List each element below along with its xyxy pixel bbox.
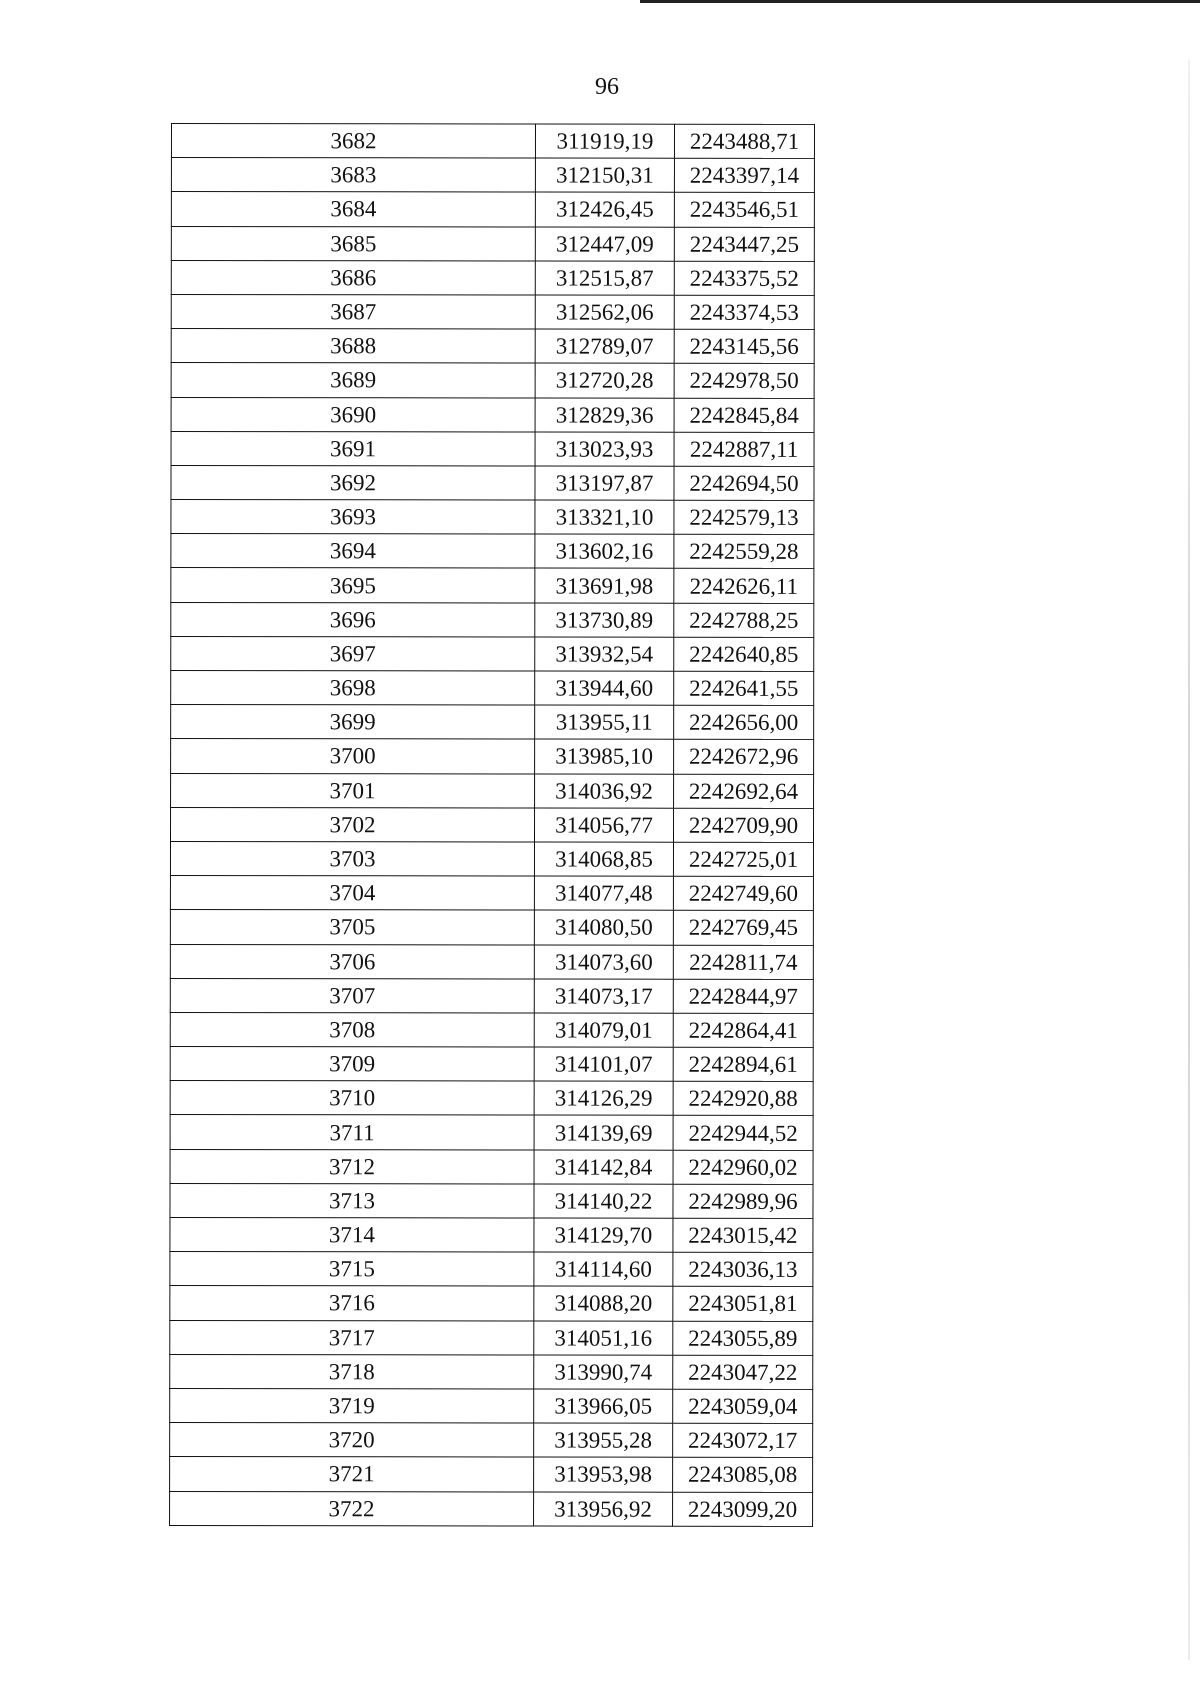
x-coordinate-cell: 313955,11 (535, 705, 674, 739)
table-row (171, 568, 814, 603)
x-coordinate-cell: 314126,29 (534, 1081, 673, 1115)
x-coordinate-cell: 313944,60 (535, 671, 674, 705)
table-row (170, 1457, 813, 1492)
point-number-cell: 3696 (171, 602, 535, 637)
point-number-cell: 3718 (170, 1354, 534, 1389)
point-number-cell: 3697 (171, 636, 535, 671)
y-coordinate-cell: 2243059,04 (673, 1389, 813, 1423)
point-number-cell: 3712 (170, 1149, 534, 1184)
x-coordinate-cell: 313953,98 (534, 1457, 673, 1491)
x-coordinate-cell: 313691,98 (535, 568, 674, 602)
y-coordinate-cell: 2242769,45 (673, 911, 813, 945)
x-coordinate-cell: 314142,84 (534, 1150, 673, 1184)
y-coordinate-cell: 2242626,11 (674, 569, 814, 603)
y-coordinate-cell: 2242672,96 (674, 740, 814, 774)
table-row (170, 1252, 813, 1287)
y-coordinate-cell: 2242845,84 (674, 398, 814, 432)
point-number-cell: 3720 (170, 1423, 534, 1458)
x-coordinate-cell: 313990,74 (534, 1355, 673, 1389)
x-coordinate-cell: 312426,45 (535, 192, 674, 226)
point-number-cell: 3684 (171, 192, 535, 227)
table-row (171, 329, 814, 364)
x-coordinate-cell: 314051,16 (534, 1321, 673, 1355)
point-number-cell: 3693 (171, 500, 535, 535)
x-coordinate-cell: 314080,50 (534, 910, 673, 944)
x-coordinate-cell: 312562,06 (535, 295, 674, 329)
point-number-cell: 3716 (170, 1286, 534, 1321)
table-row (171, 192, 814, 227)
table-row (171, 260, 814, 295)
y-coordinate-cell: 2243072,17 (673, 1423, 813, 1457)
y-coordinate-cell: 2243374,53 (674, 295, 814, 329)
y-coordinate-cell: 2243055,89 (673, 1321, 813, 1355)
y-coordinate-cell: 2243447,25 (674, 227, 814, 261)
x-coordinate-cell: 312150,31 (535, 158, 674, 192)
y-coordinate-cell: 2242640,85 (674, 637, 814, 671)
y-coordinate-cell: 2243145,56 (674, 329, 814, 363)
y-coordinate-cell: 2243085,08 (673, 1458, 813, 1492)
y-coordinate-cell: 2242694,50 (674, 466, 814, 500)
point-number-cell: 3711 (170, 1115, 534, 1150)
point-number-cell: 3688 (171, 329, 535, 364)
y-coordinate-cell: 2243397,14 (674, 158, 814, 192)
table-row (171, 226, 814, 261)
table-row (171, 465, 814, 500)
y-coordinate-cell: 2243051,81 (673, 1287, 813, 1321)
table-row (170, 910, 813, 945)
coordinates-table (169, 123, 815, 1527)
scan-edge-shadow (1188, 60, 1190, 1660)
x-coordinate-cell: 313730,89 (535, 603, 674, 637)
point-number-cell: 3715 (170, 1252, 534, 1287)
point-number-cell: 3707 (170, 978, 534, 1013)
y-coordinate-cell: 2243047,22 (673, 1355, 813, 1389)
point-number-cell: 3689 (171, 363, 535, 398)
point-number-cell: 3710 (170, 1081, 534, 1116)
point-number-cell: 3704 (170, 876, 534, 911)
table-row (170, 1183, 813, 1218)
table-row (171, 602, 814, 637)
x-coordinate-cell: 314088,20 (534, 1286, 673, 1320)
y-coordinate-cell: 2242989,96 (673, 1184, 813, 1218)
point-number-cell: 3705 (170, 910, 534, 945)
y-coordinate-cell: 2243546,51 (674, 193, 814, 227)
point-number-cell: 3690 (171, 397, 535, 432)
y-coordinate-cell: 2242559,28 (674, 534, 814, 568)
table-row (170, 1354, 813, 1389)
x-coordinate-cell: 313956,92 (534, 1492, 673, 1526)
x-coordinate-cell: 312720,28 (535, 363, 674, 397)
y-coordinate-cell: 2242656,00 (674, 705, 814, 739)
table-row (170, 1491, 813, 1526)
table-row (170, 876, 813, 911)
table-row (170, 807, 813, 842)
point-number-cell: 3717 (170, 1320, 534, 1355)
x-coordinate-cell: 314073,17 (534, 979, 673, 1013)
y-coordinate-cell: 2243036,13 (673, 1252, 813, 1286)
y-coordinate-cell: 2243375,52 (674, 261, 814, 295)
x-coordinate-cell: 314073,60 (534, 945, 673, 979)
y-coordinate-cell: 2243015,42 (673, 1218, 813, 1252)
point-number-cell: 3701 (171, 773, 535, 808)
y-coordinate-cell: 2242978,50 (674, 364, 814, 398)
x-coordinate-cell: 314101,07 (534, 1047, 673, 1081)
table-row (171, 636, 814, 671)
table-row (171, 363, 814, 398)
y-coordinate-cell: 2242788,25 (674, 603, 814, 637)
x-coordinate-cell: 313321,10 (535, 500, 674, 534)
x-coordinate-cell: 313197,87 (535, 466, 674, 500)
x-coordinate-cell: 313955,28 (534, 1423, 673, 1457)
table-row (171, 397, 814, 432)
point-number-cell: 3708 (170, 1012, 534, 1047)
y-coordinate-cell: 2242864,41 (673, 1013, 813, 1047)
table-row (170, 1012, 813, 1047)
x-coordinate-cell: 313023,93 (535, 432, 674, 466)
point-number-cell: 3703 (170, 841, 534, 876)
x-coordinate-cell: 314056,77 (534, 808, 673, 842)
coordinates-table-body (170, 124, 815, 1527)
x-coordinate-cell: 313985,10 (535, 739, 674, 773)
point-number-cell: 3685 (171, 226, 535, 261)
table-row (171, 671, 814, 706)
y-coordinate-cell: 2243488,71 (674, 124, 814, 158)
y-coordinate-cell: 2242944,52 (673, 1116, 813, 1150)
point-number-cell: 3695 (171, 568, 535, 603)
table-row (171, 294, 814, 329)
point-number-cell: 3698 (171, 671, 535, 706)
x-coordinate-cell: 314114,60 (534, 1252, 673, 1286)
table-row (171, 431, 814, 466)
point-number-cell: 3709 (170, 1047, 534, 1082)
x-coordinate-cell: 313932,54 (535, 637, 674, 671)
table-row (171, 158, 814, 193)
table-row (171, 773, 814, 808)
point-number-cell: 3682 (171, 124, 535, 159)
y-coordinate-cell: 2242920,88 (673, 1081, 813, 1115)
point-number-cell: 3706 (170, 944, 534, 979)
x-coordinate-cell: 314068,85 (534, 842, 673, 876)
x-coordinate-cell: 314140,22 (534, 1184, 673, 1218)
x-coordinate-cell: 314129,70 (534, 1218, 673, 1252)
y-coordinate-cell: 2242960,02 (673, 1150, 813, 1184)
y-coordinate-cell: 2242844,97 (673, 979, 813, 1013)
point-number-cell: 3721 (170, 1457, 534, 1492)
y-coordinate-cell: 2243099,20 (673, 1492, 813, 1526)
table-row (170, 841, 813, 876)
table-row (170, 978, 813, 1013)
y-coordinate-cell: 2242579,13 (674, 500, 814, 534)
point-number-cell: 3694 (171, 534, 535, 569)
point-number-cell: 3700 (171, 739, 535, 774)
x-coordinate-cell: 312829,36 (535, 398, 674, 432)
table-row (170, 1320, 813, 1355)
x-coordinate-cell: 314036,92 (535, 774, 674, 808)
y-coordinate-cell: 2242725,01 (673, 842, 813, 876)
table-row (170, 944, 813, 979)
y-coordinate-cell: 2242887,11 (674, 432, 814, 466)
table-row (171, 500, 814, 535)
table-row (170, 1081, 813, 1116)
y-coordinate-cell: 2242894,61 (673, 1047, 813, 1081)
y-coordinate-cell: 2242811,74 (673, 945, 813, 979)
point-number-cell: 3702 (170, 807, 534, 842)
x-coordinate-cell: 312447,09 (535, 227, 674, 261)
table-row (171, 124, 814, 159)
table-row (171, 705, 814, 740)
y-coordinate-cell: 2242709,90 (673, 808, 813, 842)
table-row (170, 1388, 813, 1423)
x-coordinate-cell: 312515,87 (535, 261, 674, 295)
table-row (171, 534, 814, 569)
point-number-cell: 3691 (171, 431, 535, 466)
point-number-cell: 3722 (170, 1491, 534, 1526)
table-row (170, 1423, 813, 1458)
table-row (170, 1115, 813, 1150)
y-coordinate-cell: 2242749,60 (673, 876, 813, 910)
point-number-cell: 3692 (171, 465, 535, 500)
point-number-cell: 3699 (171, 705, 535, 740)
point-number-cell: 3713 (170, 1183, 534, 1218)
point-number-cell: 3687 (171, 294, 535, 329)
table-row (170, 1149, 813, 1184)
x-coordinate-cell: 314079,01 (534, 1013, 673, 1047)
x-coordinate-cell: 313966,05 (534, 1389, 673, 1423)
x-coordinate-cell: 314077,48 (534, 876, 673, 910)
x-coordinate-cell: 312789,07 (535, 329, 674, 363)
point-number-cell: 3683 (171, 158, 535, 193)
table-row (170, 1217, 813, 1252)
x-coordinate-cell: 314139,69 (534, 1115, 673, 1149)
table-row (170, 1047, 813, 1082)
table-row (170, 1286, 813, 1321)
y-coordinate-cell: 2242641,55 (674, 671, 814, 705)
page-number: 96 (595, 74, 619, 100)
table-row (171, 739, 814, 774)
point-number-cell: 3686 (171, 260, 535, 295)
top-edge-rule (640, 0, 1200, 3)
point-number-cell: 3719 (170, 1388, 534, 1423)
x-coordinate-cell: 313602,16 (535, 534, 674, 568)
y-coordinate-cell: 2242692,64 (674, 774, 814, 808)
x-coordinate-cell: 311919,19 (535, 124, 674, 158)
point-number-cell: 3714 (170, 1217, 534, 1252)
